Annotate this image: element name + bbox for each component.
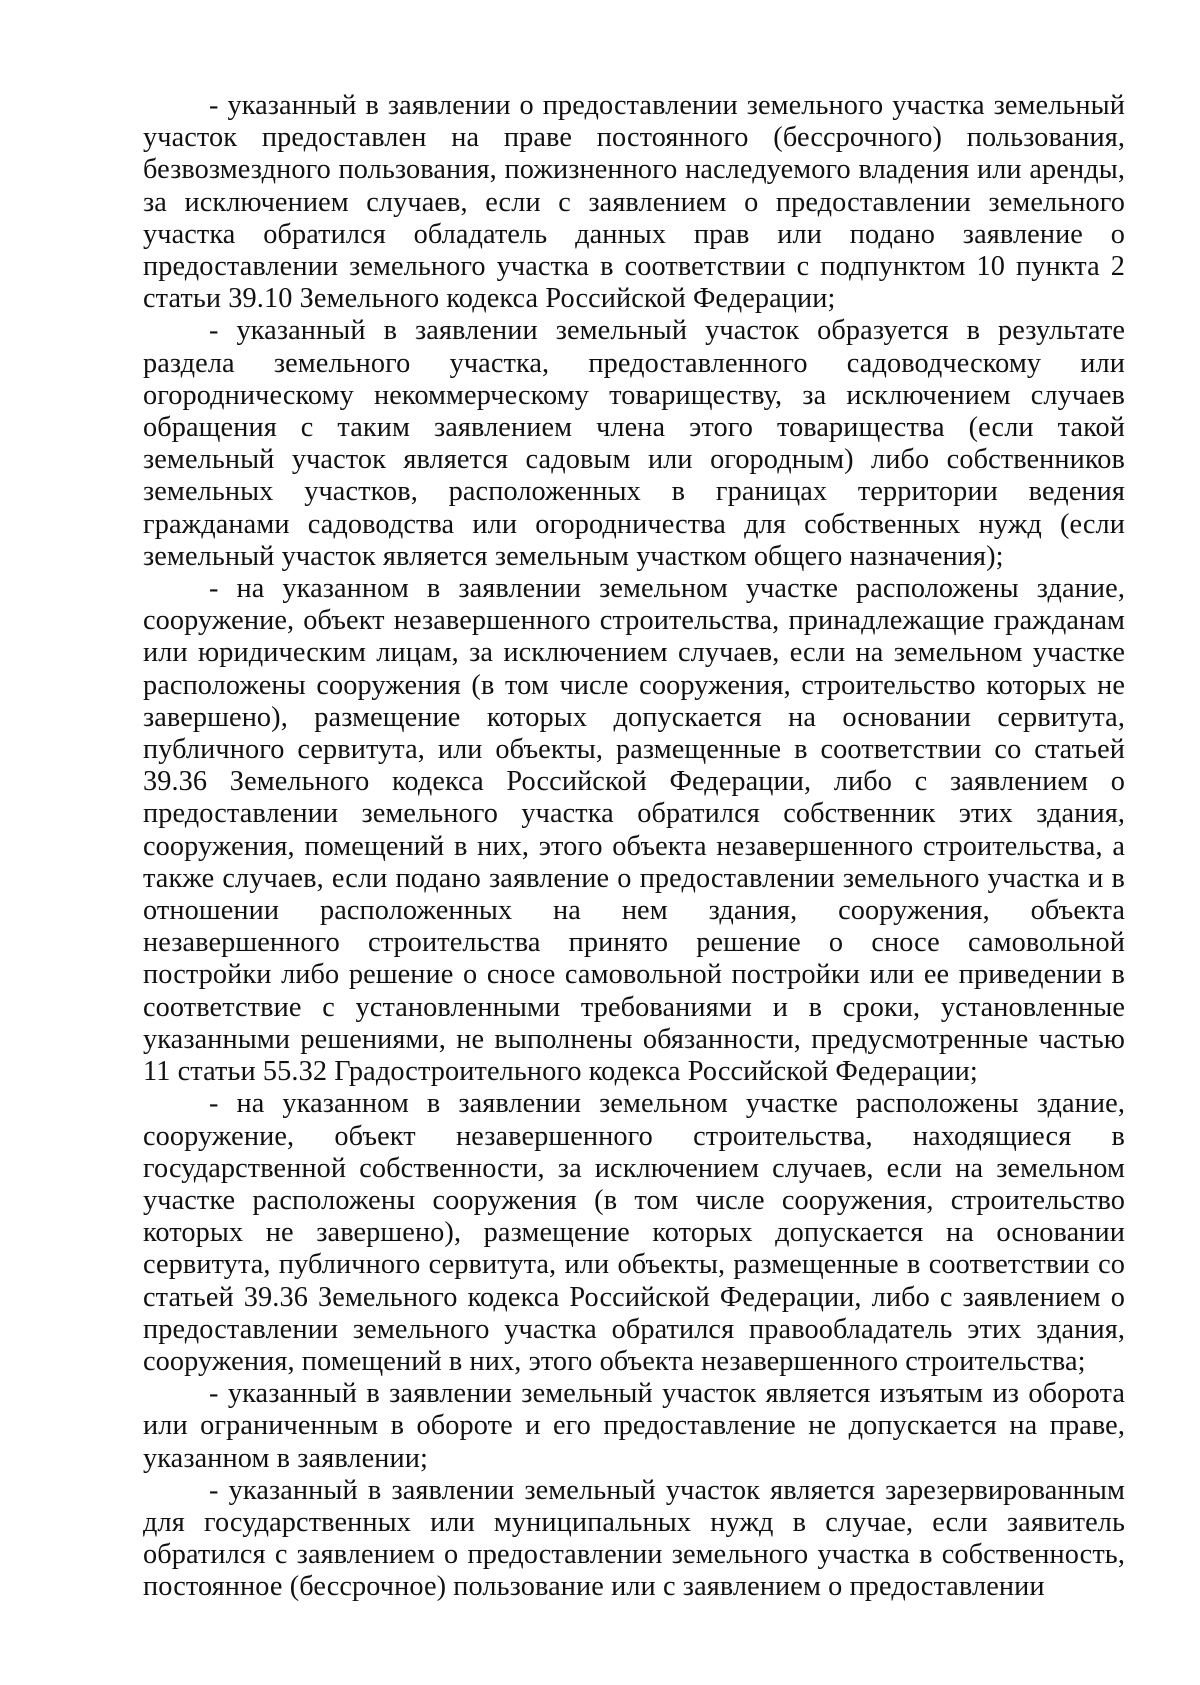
- paragraph-2: - указанный в заявлении земельный участок образуется в результате раздела земельного участка, предоставленного садоводческому или огородническому некоммерческому товариществу, за исключением случаев обращения с таким заявлением члена этого товарищества (если такой земельный участок является садовым или огородным) либо собственников земельных участков, расположенных в границах территории ведения гражданами садоводства или огородничества для собственных нужд (если земельный участок является земельным участком общего назначения);: [143, 315, 1125, 572]
- paragraph-3: - на указанном в заявлении земельном участке расположены здание, сооружение, объект незавершенного строительства, принадлежащие гражданам или юридическим лицам, за исключением случаев, если на земельном участке расположены сооружения (в том числе сооружения, строительство которых не завершено), размещение которых допускается на основании сервитута, публичного сервитута, или объекты, размещенные в соответствии со статьей 39.36 Земельного кодекса Российской Федерации, либо с заявлением о предоставлении земельного участка обратился собственник этих здания, сооружения, помещений в них, этого объекта незавершенного строительства, а также случаев, если подано заявление о предоставлении земельного участка и в отношении расположенных на нем здания, сооружения, объекта незавершенного строительства принято решение о сносе самовольной постройки либо решение о сносе самовольной постройки или ее приведении в соответствие с установленными требованиями и в сроки, установленные указанными решениями, не выполнены обязанности, предусмотренные частью 11 статьи 55.32 Градостроительного кодекса Российской Федерации;: [143, 573, 1125, 1088]
- paragraph-1: - указанный в заявлении о предоставлении земельного участка земельный участок предоставлен на праве постоянного (бессрочного) пользования, безвозмездного пользования, пожизненного наследуемого владения или аренды, за исключением случаев, если с заявлением о предоставлении земельного участка обратился обладатель данных прав или подано заявление о предоставлении земельного участка в соответствии с подпунктом 10 пункта 2 статьи 39.10 Земельного кодекса Российской Федерации;: [143, 90, 1125, 315]
- document-body: [143, 90, 1125, 1604]
- paragraph-5: - указанный в заявлении земельный участок является изъятым из оборота или ограниченным в обороте и его предоставление не допускается на праве, указанном в заявлении;: [143, 1378, 1125, 1474]
- paragraph-6: - указанный в заявлении земельный участок является зарезервированным для государственных или муниципальных нужд в случае, если заявитель обратился с заявлением о предоставлении земельного участка в собственность, постоянное (бессрочное) пользование или с заявлением о предоставлении: [143, 1474, 1125, 1603]
- paragraph-4: - на указанном в заявлении земельном участке расположены здание, сооружение, объект незавершенного строительства, находящиеся в государственной собственности, за исключением случаев, если на земельном участке расположены сооружения (в том числе сооружения, строительство которых не завершено), размещение которых допускается на основании сервитута, публичного сервитута, или объекты, размещенные в соответствии со статьей 39.36 Земельного кодекса Российской Федерации, либо с заявлением о предоставлении земельного участка обратился правообладатель этих здания, сооружения, помещений в них, этого объекта незавершенного строительства;: [143, 1088, 1125, 1377]
